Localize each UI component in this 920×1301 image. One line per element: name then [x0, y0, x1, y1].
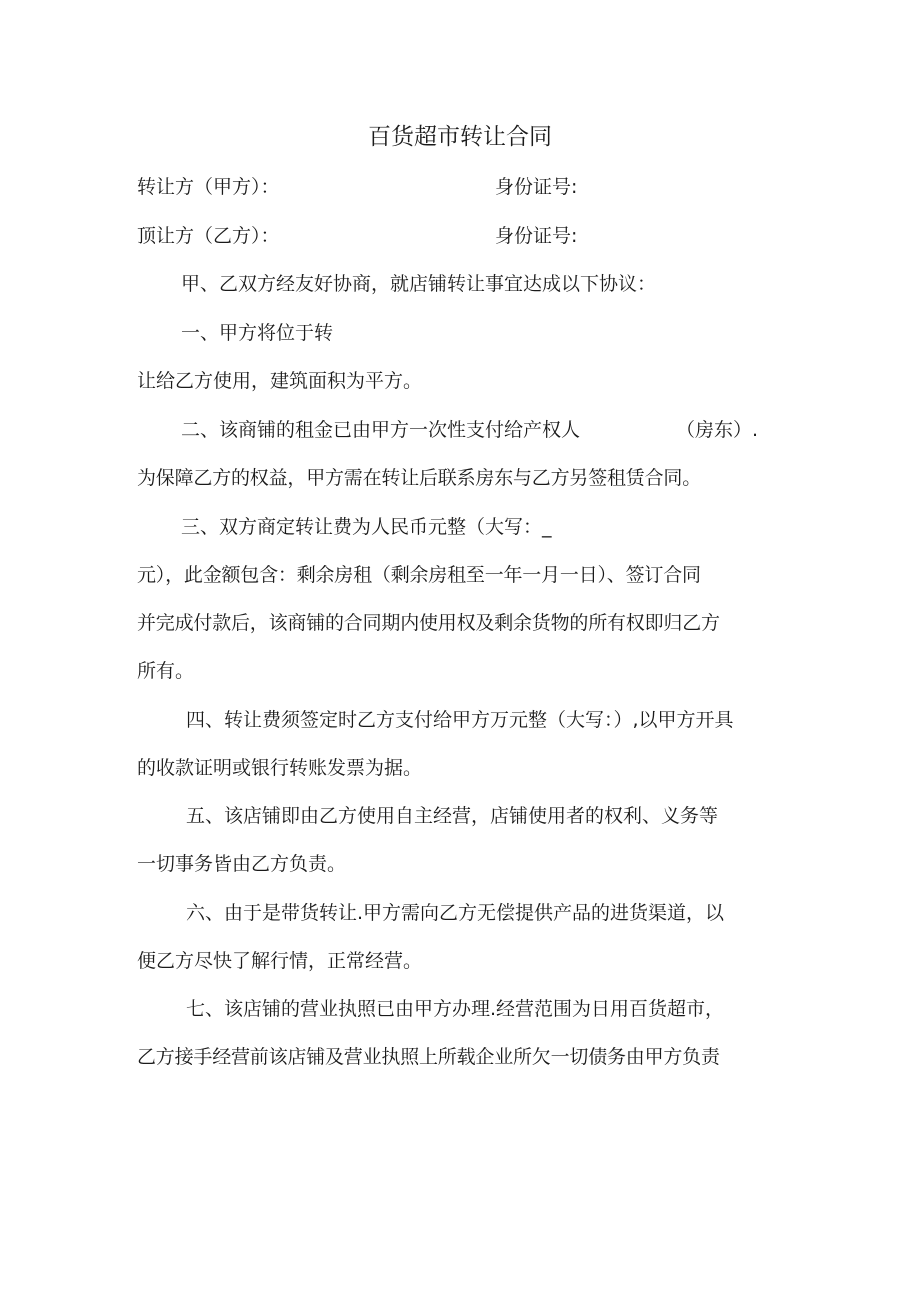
transferor-id-label: 身份证号: [495, 176, 578, 198]
clause-1-line-2: 让给乙方使用，建筑面积为平方。 [137, 370, 423, 392]
clause-4-line-1: 四、转让费须签定时乙方支付给甲方万元整（大写：）,以甲方开具 [186, 709, 734, 731]
intro-paragraph: 甲、乙双方经友好协商，就店铺转让事宜达成以下协议： [181, 273, 657, 295]
clause-5-line-1: 五、该店铺即由乙方使用自主经营，店铺使用者的权利、义务等 [186, 805, 719, 827]
transferee-label: 顶让方（乙方）： [137, 225, 280, 247]
clause-2-landlord: （房东）. [676, 419, 759, 441]
clause-1-line-1: 一、甲方将位于转 [181, 322, 334, 344]
clause-3-line-4: 所有。 [137, 660, 195, 682]
clause-3-line-1: 三、双方商定转让费为人民币元整（大写：_ [181, 516, 552, 538]
clause-2-line-1: 二、该商铺的租金已由甲方一次性支付给产权人 [181, 419, 581, 441]
clause-3-line-3: 并完成付款后，该商铺的合同期内使用权及剩余货物的所有权即归乙方 [137, 612, 720, 634]
clause-3-line-2: 元），此金额包含：剩余房租（剩余房租至一年一月一日）、签订合同 [137, 564, 701, 586]
clause-7-line-1: 七、该店铺的营业执照已由甲方办理.经营范围为日用百货超市， [186, 998, 725, 1020]
clause-6-line-1: 六、由于是带货转让.甲方需向乙方无偿提供产品的进货渠道，以 [186, 902, 725, 924]
clause-6-line-2: 便乙方尽快了解行情，正常经营。 [137, 950, 423, 972]
clause-5-line-2: 一切事务皆由乙方负责。 [137, 853, 347, 875]
transferor-label: 转让方（甲方）： [137, 176, 280, 198]
clause-7-line-2: 乙方接手经营前该店铺及营业执照上所载企业所欠一切债务由甲方负责 [137, 1046, 720, 1068]
clause-2-line-2: 为保障乙方的权益，甲方需在转让后联系房东与乙方另签租赁合同。 [137, 467, 702, 489]
transferee-id-label: 身份证号: [495, 225, 578, 247]
document-title: 百货超市转让合同 [368, 124, 552, 150]
clause-4-line-2: 的收款证明或银行转账发票为据。 [137, 757, 423, 779]
